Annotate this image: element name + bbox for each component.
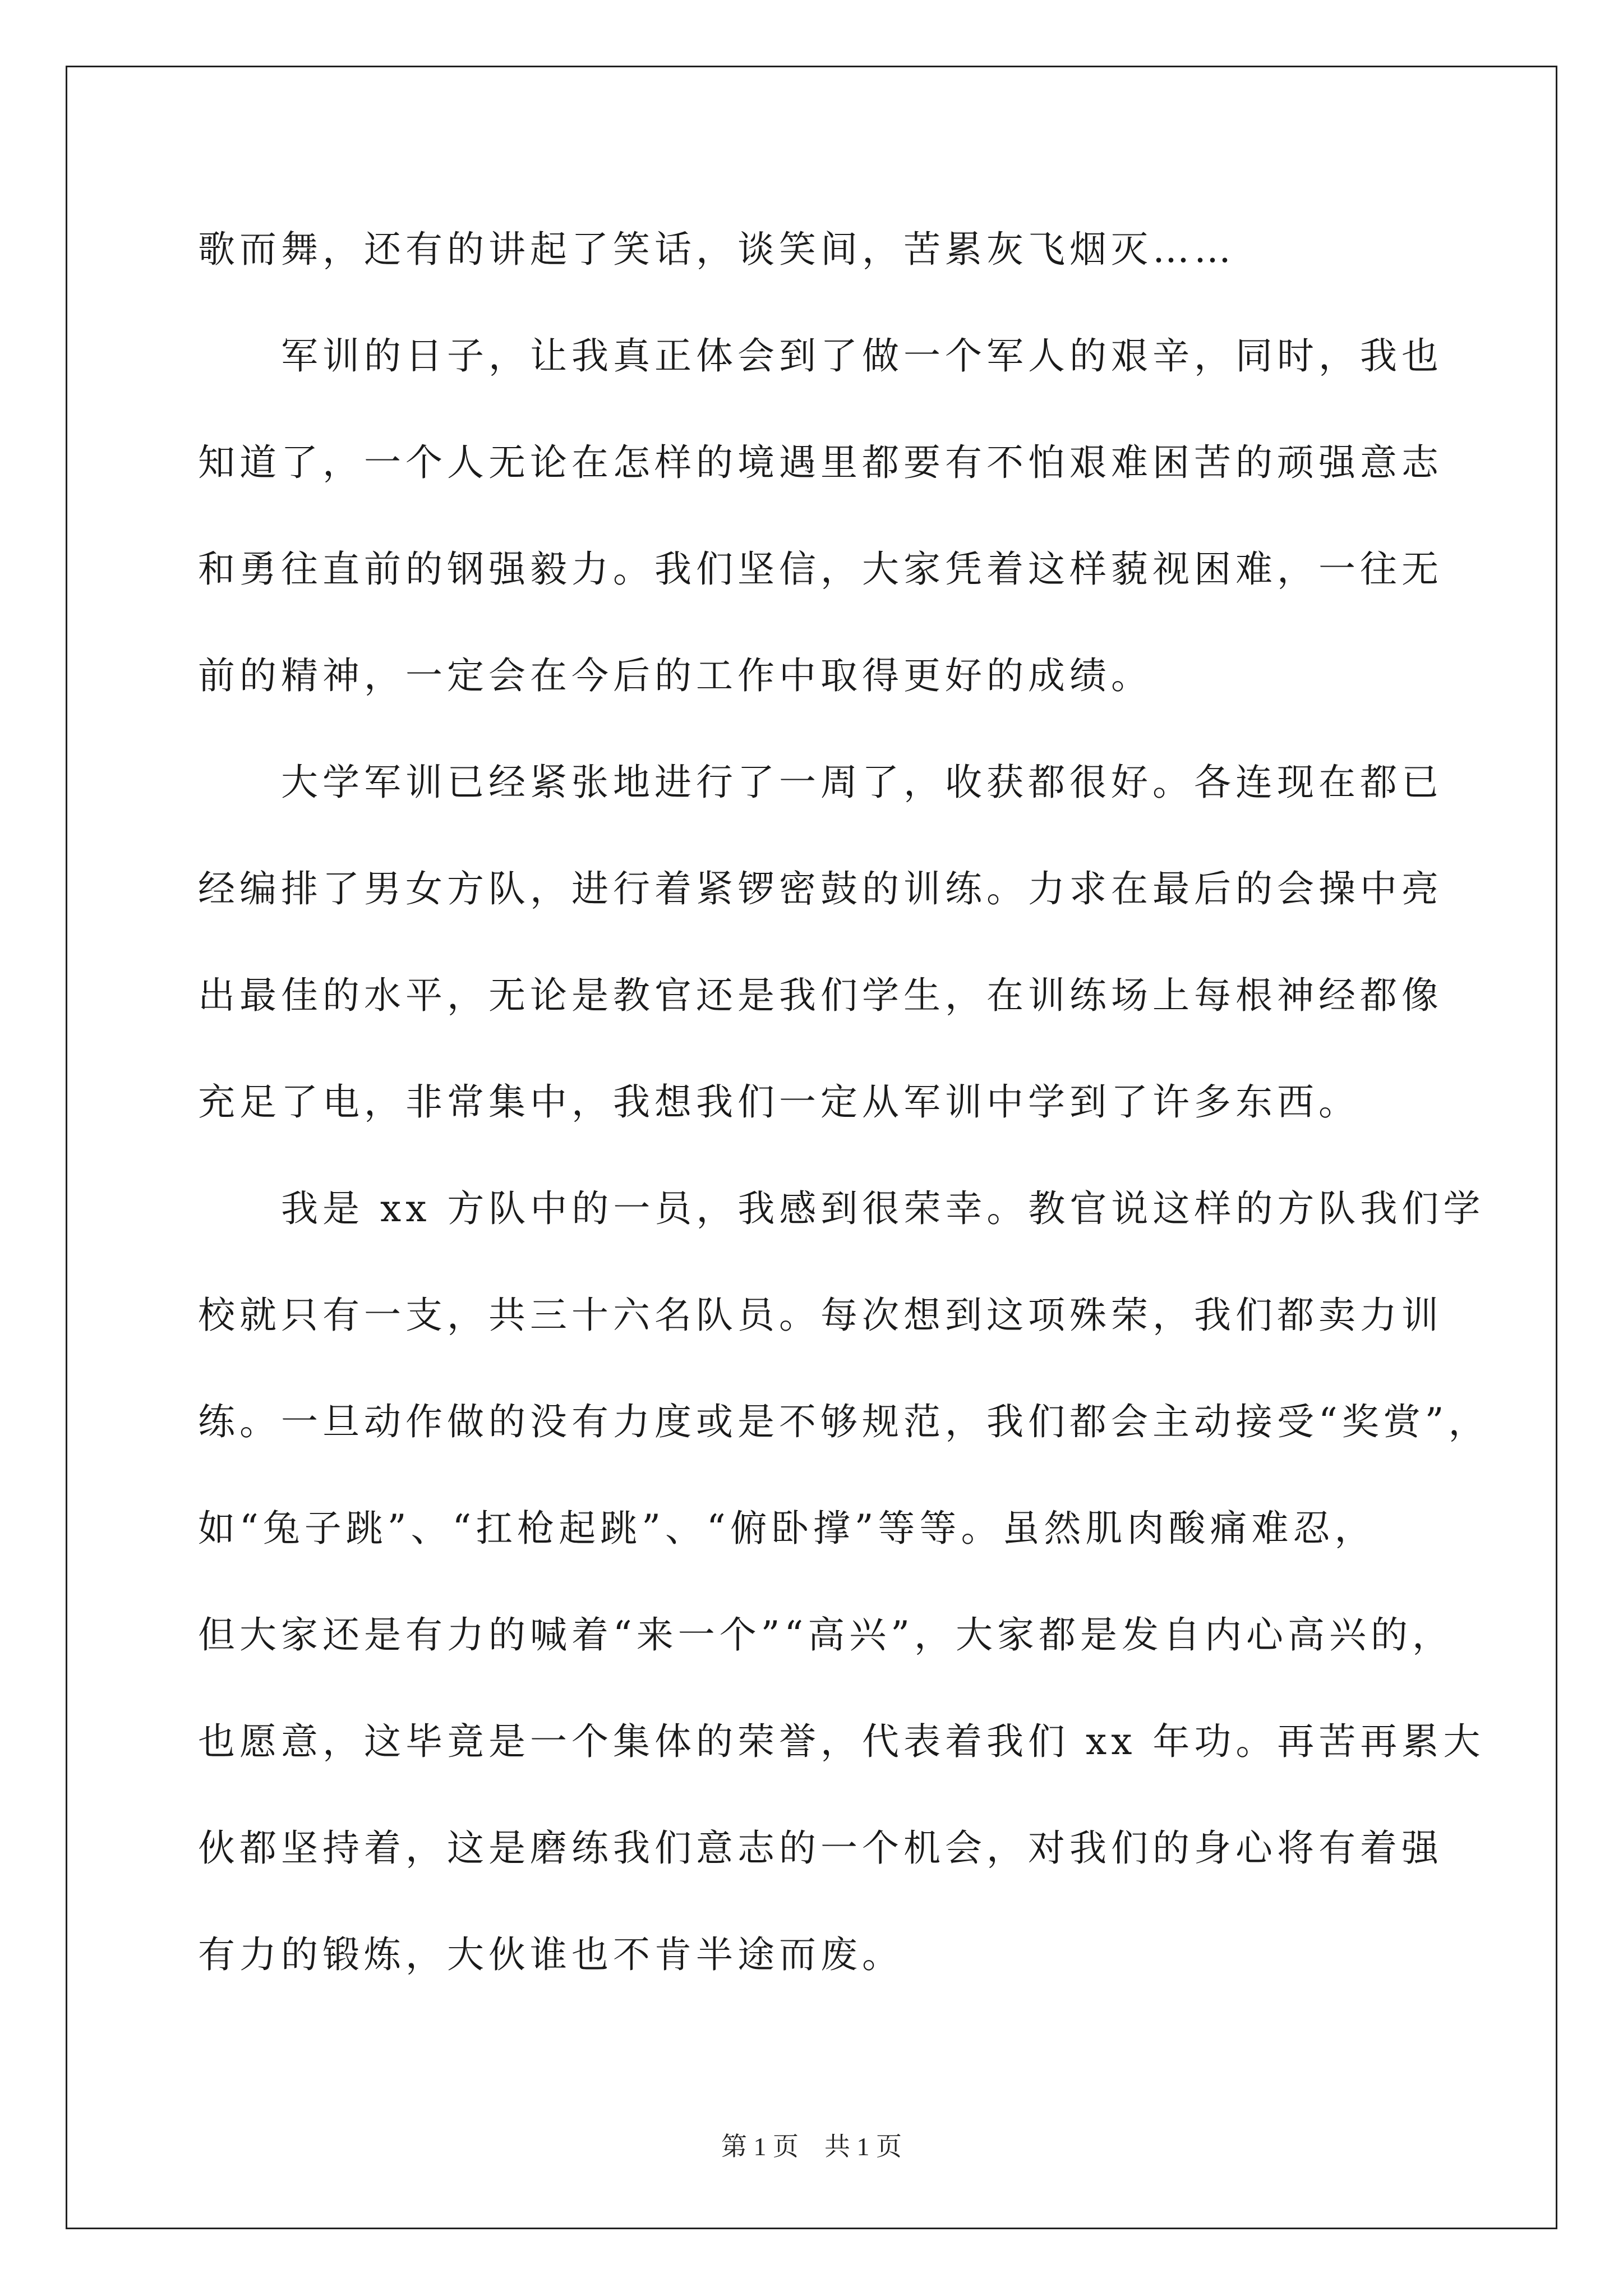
text-line-10: 我是 xx 方队中的一员，我感到很荣幸。教官说这样的方队我们学	[198, 1187, 1485, 1230]
text-line-2: 军训的日子，让我真正体会到了做一个军人的艰辛，同时，我也	[198, 334, 1443, 378]
text-line-5: 前的精神，一定会在今后的工作中取得更好的成绩。	[198, 654, 1152, 697]
text-line-13: 如“兔子跳”、“扛枪起跳”、“俯卧撑”等等。虽然肌肉酸痛难忍，	[198, 1507, 1376, 1550]
text-line-6: 大学军训已经紧张地进行了一周了，收获都很好。各连现在都已	[198, 761, 1443, 804]
page-footer: 第 1 页 共 1 页	[721, 2132, 902, 2161]
text-line-7: 经编排了男女方队，进行着紧锣密鼓的训练。力求在最后的会操中亮	[198, 867, 1443, 910]
text-line-9: 充足了电，非常集中，我想我们一定从军训中学到了许多东西。	[198, 1080, 1360, 1124]
text-line-14: 但大家还是有力的喊着“来一个”“高兴”，大家都是发自内心高兴的，	[198, 1613, 1454, 1657]
text-line-11: 校就只有一支，共三十六名队员。每次想到这项殊荣，我们都卖力训	[198, 1294, 1443, 1337]
text-line-16: 伙都坚持着，这是磨练我们意志的一个机会，对我们的身心将有着强	[198, 1826, 1443, 1870]
text-line-15: 也愿意，这毕竟是一个集体的荣誉，代表着我们 xx 年功。再苦再累大	[198, 1720, 1485, 1763]
text-line-4: 和勇往直前的钢强毅力。我们坚信，大家凭着这样藐视困难，一往无	[198, 547, 1443, 591]
text-line-17: 有力的锻炼，大伙谁也不肯半途而废。	[198, 1933, 903, 1976]
text-line-1: 歌而舞，还有的讲起了笑话，谈笑间，苦累灰飞烟灭……	[198, 228, 1235, 271]
text-line-12: 练。一旦动作做的没有力度或是不够规范，我们都会主动接受“奖赏”，	[198, 1400, 1490, 1443]
text-line-8: 出最佳的水平，无论是教官还是我们学生，在训练场上每根神经都像	[198, 974, 1443, 1017]
text-line-3: 知道了，一个人无论在怎样的境遇里都要有不怕艰难困苦的顽强意志	[198, 441, 1443, 484]
